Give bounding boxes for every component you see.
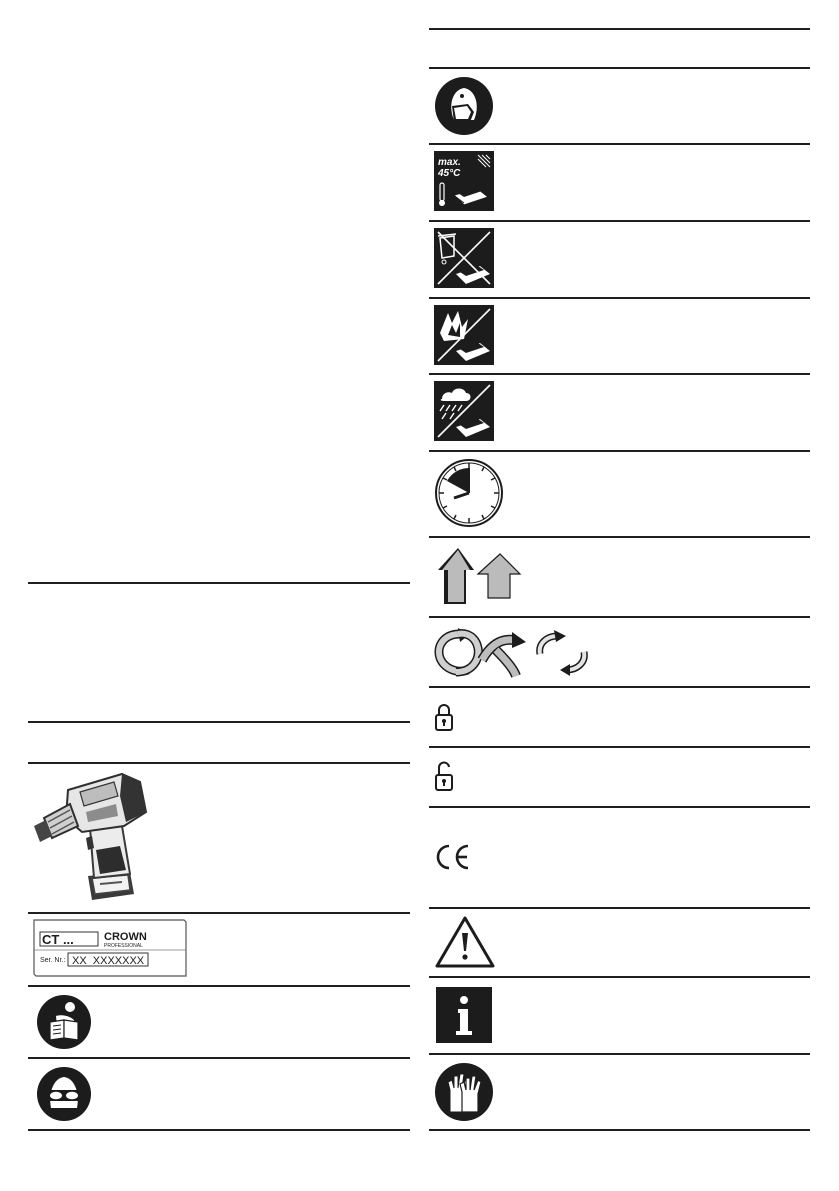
battery-no-disposal-icon xyxy=(434,228,494,288)
right-rule-16 xyxy=(429,1129,810,1131)
speed-arrows-icon xyxy=(434,546,524,608)
left-rule-5 xyxy=(28,985,410,987)
clock-icon xyxy=(434,458,504,528)
plate-serial-value: XX XXXXXXX xyxy=(72,955,145,967)
right-rule-1 xyxy=(429,28,810,30)
right-rule-8 xyxy=(429,536,810,538)
left-rule-3 xyxy=(28,762,410,764)
battery-no-rain-icon xyxy=(434,381,494,441)
left-rule-6 xyxy=(28,1057,410,1059)
left-rule-7 xyxy=(28,1129,410,1131)
lock-closed-icon xyxy=(434,702,454,732)
right-rule-13 xyxy=(429,907,810,909)
right-rule-2 xyxy=(429,67,810,69)
read-manual-icon xyxy=(36,994,92,1050)
right-rule-7 xyxy=(429,450,810,452)
information-icon xyxy=(436,987,492,1043)
right-rule-4 xyxy=(429,220,810,222)
rotation-direction-icon xyxy=(434,626,594,680)
temp-label-max: max. xyxy=(438,157,461,168)
right-rule-15 xyxy=(429,1053,810,1055)
plate-brand: CROWN xyxy=(104,931,147,943)
right-rule-9 xyxy=(429,616,810,618)
right-rule-10 xyxy=(429,686,810,688)
right-rule-11 xyxy=(429,746,810,748)
battery-no-fire-icon xyxy=(434,305,494,365)
battery-temperature-icon xyxy=(434,151,494,211)
right-rule-5 xyxy=(429,297,810,299)
plate-serial-label: Ser. Nr.: xyxy=(40,957,66,964)
plate-brand-sub: PROFESSIONAL xyxy=(104,943,143,949)
dust-mask-icon xyxy=(434,76,494,136)
lock-open-icon xyxy=(434,760,456,792)
cordless-drill-illustration xyxy=(30,768,155,908)
right-rule-14 xyxy=(429,976,810,978)
right-rule-12 xyxy=(429,806,810,808)
right-rule-6 xyxy=(429,373,810,375)
eye-protection-icon xyxy=(36,1066,92,1122)
right-rule-3 xyxy=(429,143,810,145)
rating-plate xyxy=(30,918,190,978)
left-rule-1 xyxy=(28,582,410,584)
temp-label-value: 45°C xyxy=(438,168,461,179)
protective-gloves-icon xyxy=(434,1062,494,1122)
left-rule-4 xyxy=(28,912,410,914)
plate-model: CT ... xyxy=(42,932,74,947)
left-rule-2 xyxy=(28,721,410,723)
warning-triangle-icon xyxy=(434,915,496,969)
ce-mark-icon xyxy=(434,843,472,871)
